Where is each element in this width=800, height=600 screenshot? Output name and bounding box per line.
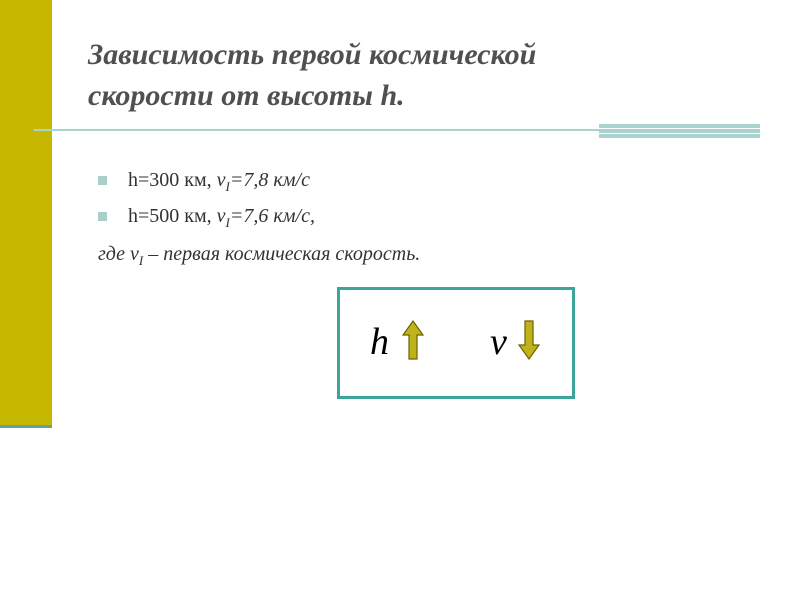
- bullet-lead: h=300 км,: [128, 169, 217, 191]
- velocity-symbol: v: [216, 169, 226, 191]
- slide-title: [88, 34, 688, 116]
- title-divider-accent: [599, 124, 760, 138]
- velocity-symbol: v: [490, 321, 507, 363]
- arrow-down-icon: [518, 320, 540, 360]
- title-line-1: Зависимость первой космической: [88, 38, 537, 71]
- note-prefix: где v: [98, 243, 139, 265]
- bullet-lead: h=500 км,: [128, 205, 217, 227]
- note-text: – первая космическая скорость.: [143, 243, 421, 265]
- bullet-text: [128, 204, 315, 230]
- bullet-value: =7,6 км/с,: [229, 205, 315, 227]
- arrow-up-icon: [402, 320, 424, 360]
- left-accent-bar: [0, 0, 52, 425]
- velocity-subscript: I: [225, 215, 230, 230]
- height-symbol: h: [370, 321, 389, 363]
- note-subscript: I: [138, 253, 144, 268]
- bullet-marker: [98, 176, 107, 185]
- velocity-subscript: I: [225, 179, 230, 194]
- velocity-symbol: v: [216, 205, 226, 227]
- bullet-value: =7,8 км/с: [229, 169, 310, 191]
- definition-note: [98, 242, 420, 268]
- relation-box: [337, 287, 575, 399]
- bullet-text: [128, 168, 310, 194]
- title-divider: [34, 129, 599, 131]
- title-line-2: скорости от высоты h.: [88, 79, 405, 112]
- left-accent-underline: [0, 425, 52, 428]
- bullet-marker: [98, 212, 107, 221]
